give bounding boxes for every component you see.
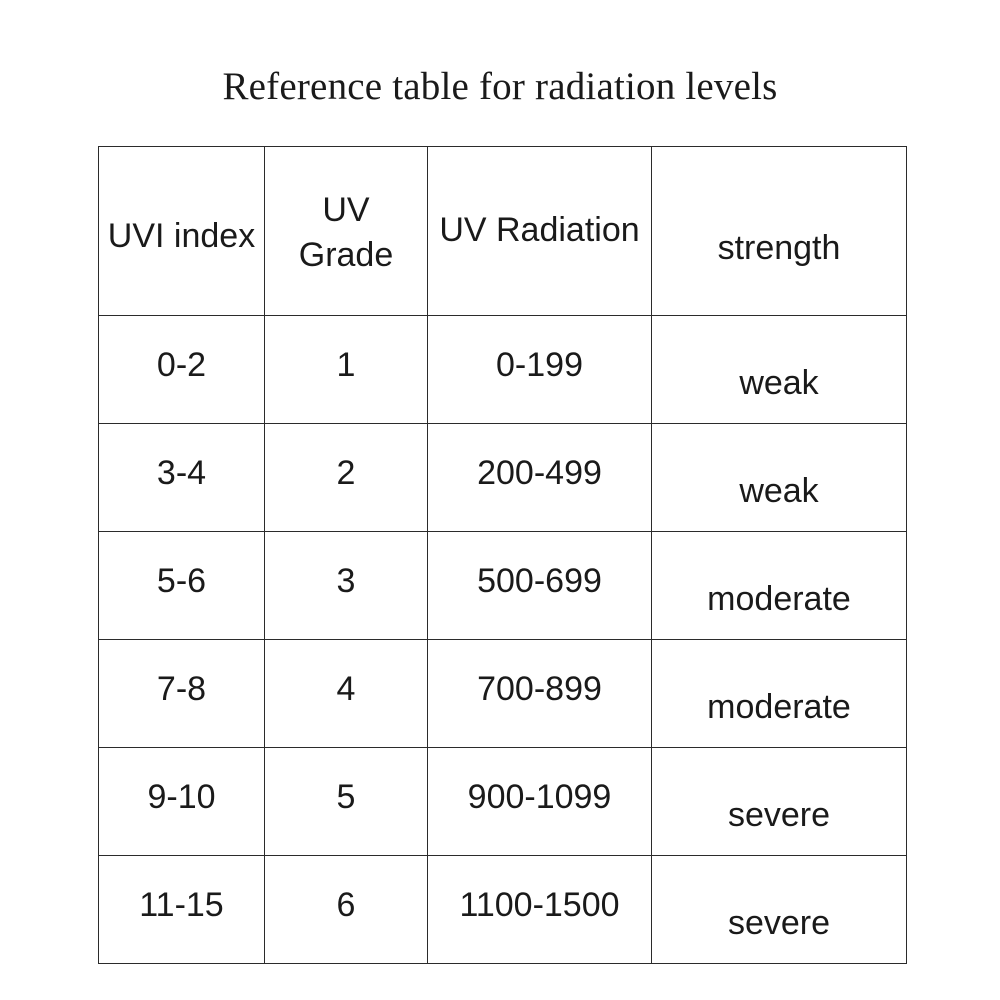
column-header-uv-grade xyxy=(265,147,428,316)
table-row xyxy=(99,856,907,964)
cell-uvi-index-value: 7-8 xyxy=(156,669,207,708)
cell-uv-grade-value: 6 xyxy=(336,885,356,924)
cell-uv-radiation-value: 700-899 xyxy=(477,669,602,708)
cell-uv-radiation-value: 900-1099 xyxy=(467,777,612,816)
cell-uv-grade xyxy=(265,640,428,748)
cell-uv-grade-value: 5 xyxy=(336,777,356,816)
cell-uvi-index-value: 5-6 xyxy=(156,561,207,600)
cell-uvi-index xyxy=(99,424,265,532)
cell-strength-value: weak xyxy=(739,363,819,402)
table-row xyxy=(99,748,907,856)
cell-uv-radiation-value: 500-699 xyxy=(477,561,602,600)
table-row xyxy=(99,424,907,532)
column-header-uvi-index xyxy=(99,147,265,316)
cell-strength xyxy=(652,856,907,964)
cell-uv-grade xyxy=(265,748,428,856)
cell-uv-grade xyxy=(265,424,428,532)
cell-strength-value: severe xyxy=(727,903,831,942)
column-header-strength-label: strength xyxy=(717,229,841,268)
cell-uvi-index-value: 3-4 xyxy=(156,453,207,492)
cell-uv-radiation-value: 200-499 xyxy=(477,453,602,492)
cell-uv-grade-value: 1 xyxy=(336,345,356,384)
cell-uv-grade xyxy=(265,856,428,964)
cell-strength xyxy=(652,640,907,748)
table-row xyxy=(99,640,907,748)
cell-uv-radiation xyxy=(428,532,652,640)
cell-strength-value: moderate xyxy=(707,579,851,618)
cell-uvi-index-value: 0-2 xyxy=(156,345,207,384)
cell-uv-radiation xyxy=(428,748,652,856)
column-header-strength xyxy=(652,147,907,316)
cell-strength-value: weak xyxy=(739,471,819,510)
cell-uv-radiation xyxy=(428,856,652,964)
table-row xyxy=(99,532,907,640)
column-header-uv-radiation xyxy=(428,147,652,316)
table-header-row xyxy=(99,147,907,316)
cell-uv-grade-value: 4 xyxy=(336,669,356,708)
cell-uvi-index-value: 11-15 xyxy=(139,885,224,924)
cell-uvi-index xyxy=(99,532,265,640)
cell-strength xyxy=(652,748,907,856)
cell-strength-value: moderate xyxy=(707,687,851,726)
cell-uv-grade xyxy=(265,532,428,640)
reference-table-container xyxy=(98,146,906,964)
column-header-uv-grade-label: UV Grade xyxy=(298,190,394,274)
cell-uvi-index-value: 9-10 xyxy=(147,777,216,816)
page-title: Reference table for radiation levels xyxy=(222,65,778,108)
cell-uvi-index xyxy=(99,316,265,424)
cell-uv-radiation-value: 0-199 xyxy=(496,345,583,384)
cell-uv-radiation xyxy=(428,424,652,532)
cell-strength xyxy=(652,532,907,640)
radiation-reference-table xyxy=(98,146,907,964)
cell-strength xyxy=(652,316,907,424)
cell-uv-radiation-value: 1100-1500 xyxy=(459,885,620,924)
cell-uv-grade-value: 3 xyxy=(336,561,356,600)
cell-uv-radiation xyxy=(428,316,652,424)
cell-strength-value: severe xyxy=(727,795,831,834)
table-row xyxy=(99,316,907,424)
cell-uvi-index xyxy=(99,748,265,856)
column-header-uvi-index-label: UVI index xyxy=(107,217,256,256)
column-header-uv-radiation-label: UV Radiation xyxy=(439,211,640,250)
cell-uv-radiation xyxy=(428,640,652,748)
cell-uvi-index xyxy=(99,856,265,964)
cell-uv-grade xyxy=(265,316,428,424)
cell-uvi-index xyxy=(99,640,265,748)
cell-uv-grade-value: 2 xyxy=(336,453,356,492)
cell-strength xyxy=(652,424,907,532)
